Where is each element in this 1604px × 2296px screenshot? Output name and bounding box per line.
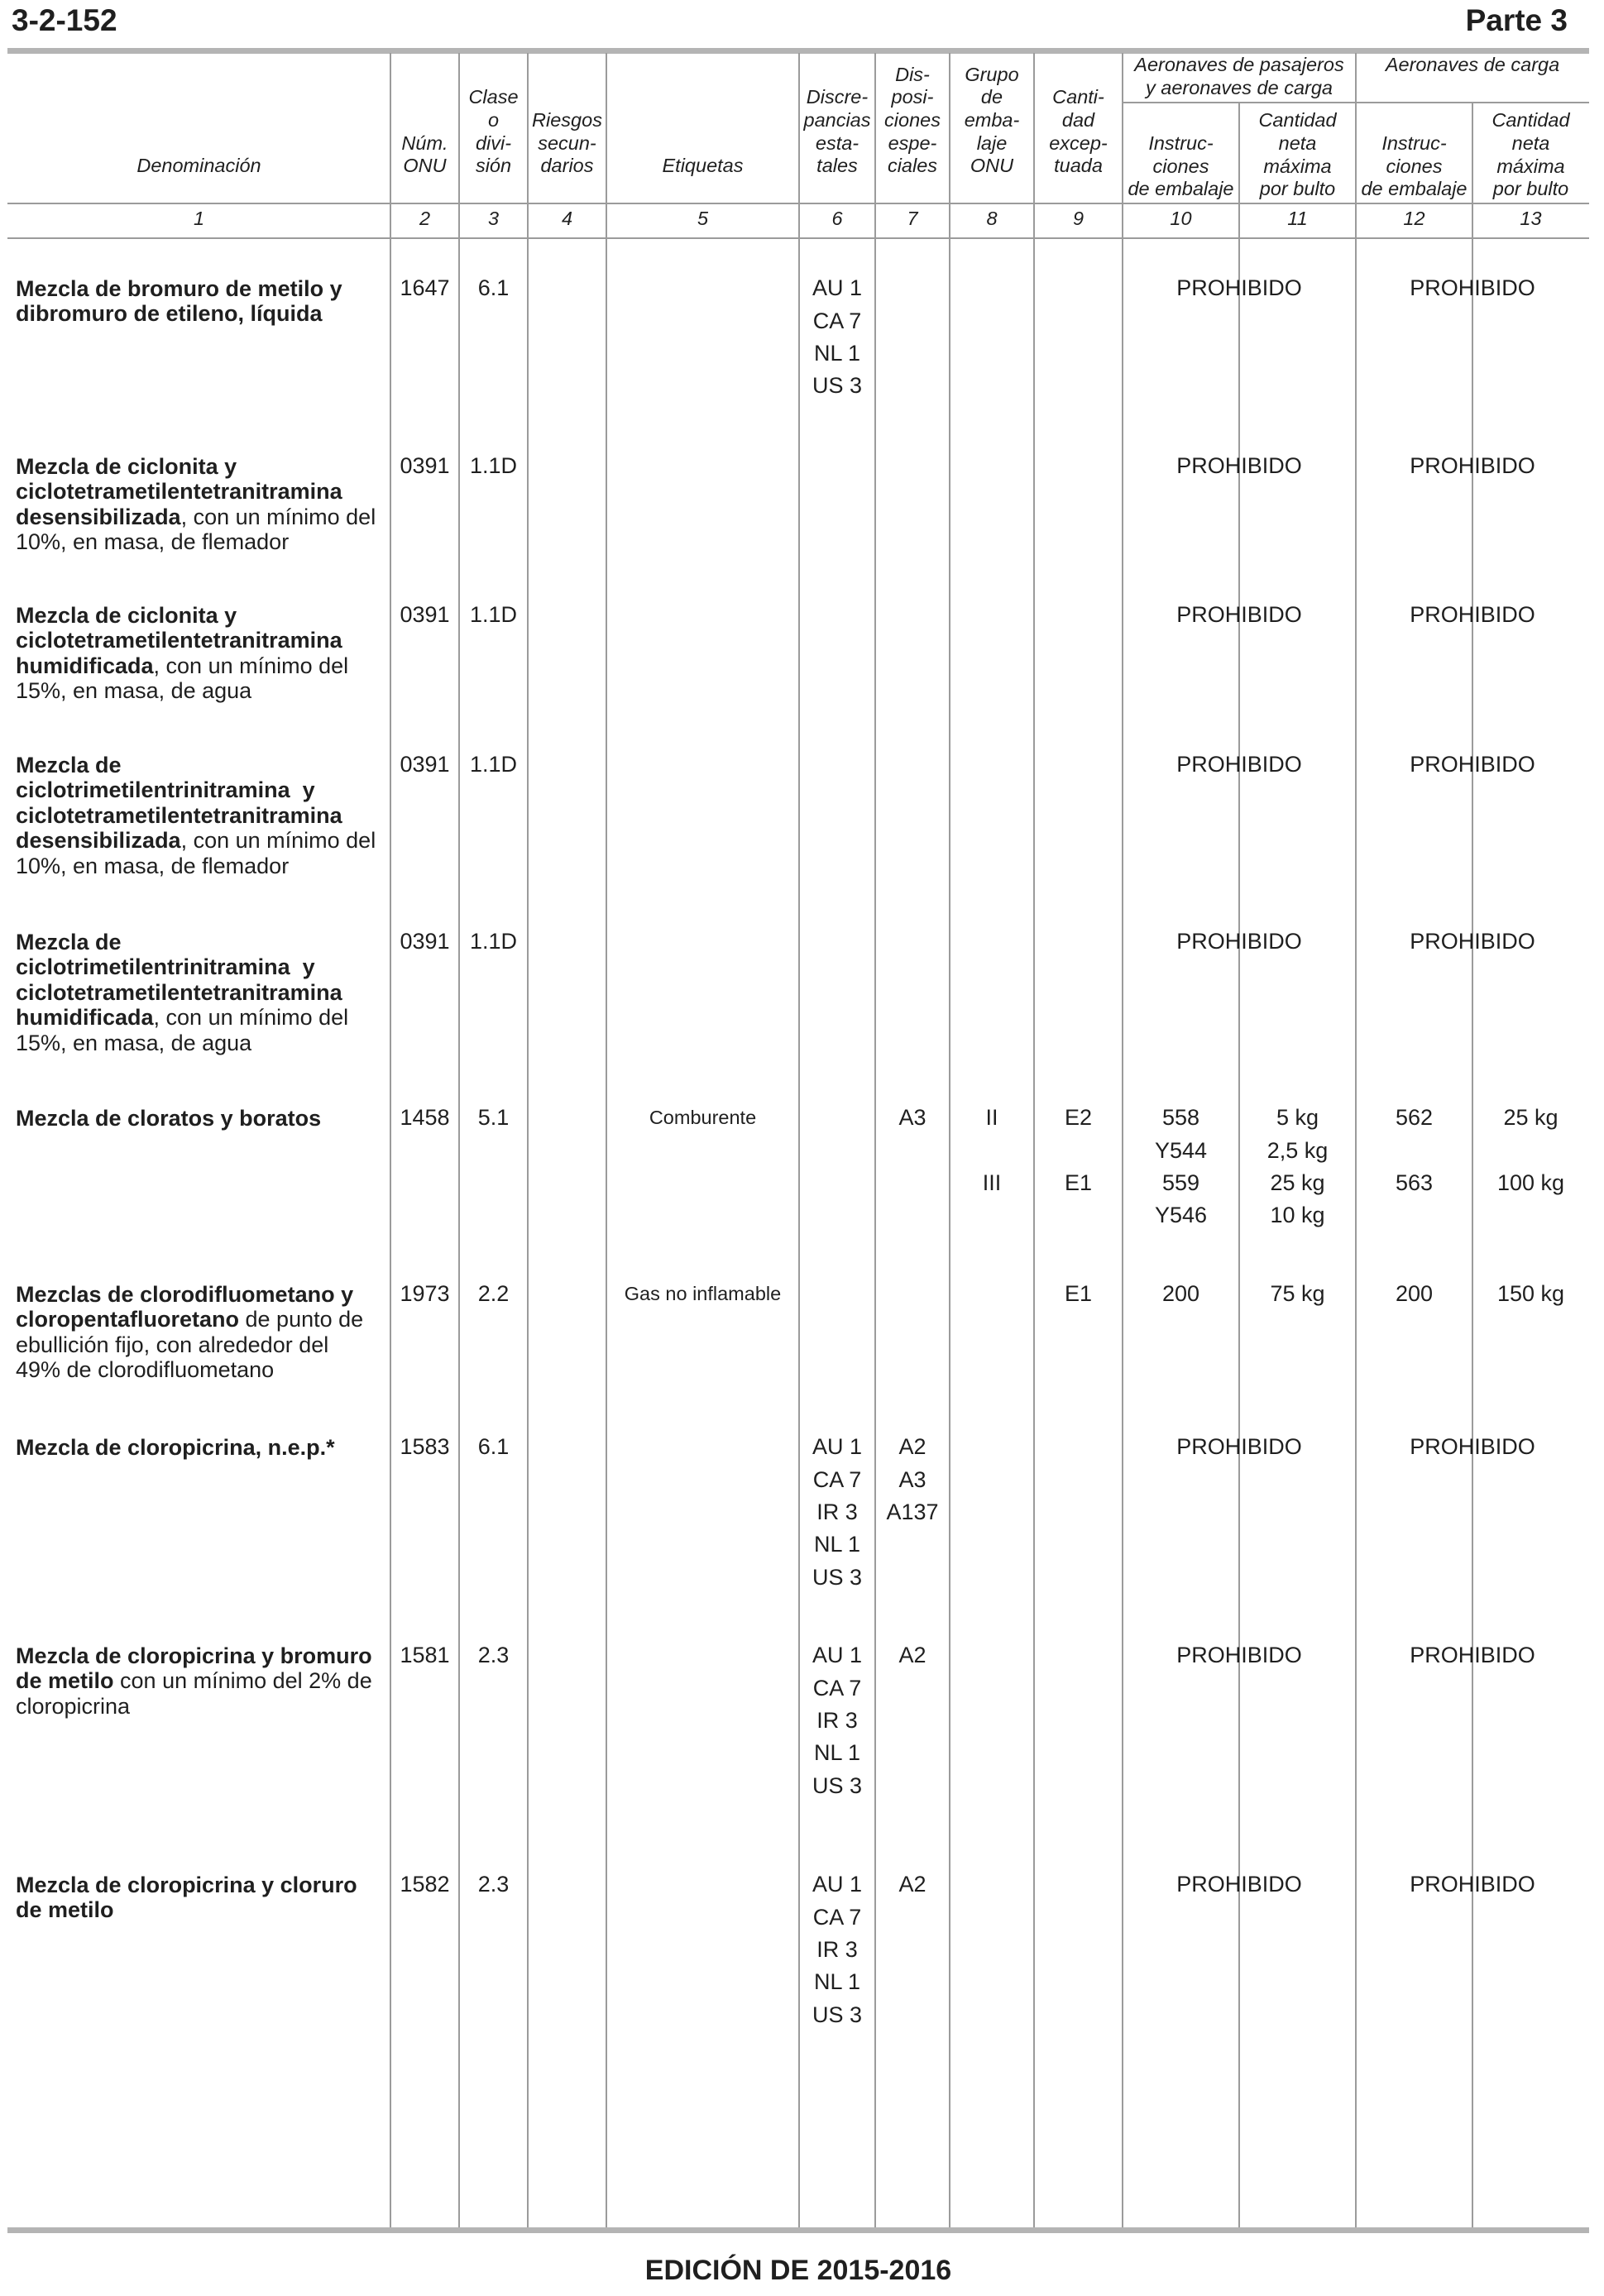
substance-name-line xyxy=(16,479,386,505)
cell-line: A2 xyxy=(898,1434,926,1460)
column-header-line: de embalaje xyxy=(1361,178,1468,200)
cell-line: A3 xyxy=(898,1466,926,1492)
special-provisions-cell xyxy=(875,1639,950,1672)
cell-line: Gas no inflamable xyxy=(624,1283,782,1305)
cargo-max-net-quantity-cell xyxy=(1472,1278,1589,1310)
cell-line: Comburente xyxy=(649,1107,757,1129)
state-variations-cell xyxy=(799,272,875,402)
substance-name-line xyxy=(16,980,386,1006)
cell-line: 1.1D xyxy=(469,752,518,777)
substance-name-line xyxy=(16,954,386,980)
passenger-aircraft-prohibited xyxy=(1123,272,1356,304)
column-header-line: máxima xyxy=(1263,155,1332,177)
cell-line: 100 kg xyxy=(1496,1170,1565,1195)
substance-name-line xyxy=(16,1897,386,1923)
cell-line: PROHIBIDO xyxy=(1410,929,1535,954)
substance-name-detail: 49% de clorodifluometano xyxy=(16,1357,275,1383)
un-number-cell xyxy=(390,1278,459,1310)
cell-line: E2 xyxy=(1064,1105,1093,1131)
excepted-quantity-cell xyxy=(1034,1278,1123,1310)
column-header-line: de embalaje xyxy=(1128,178,1234,200)
cell-line: 10 kg xyxy=(1270,1203,1325,1228)
substance-name-cell xyxy=(16,753,386,879)
substance-name-line xyxy=(16,505,386,530)
substance-name-cell xyxy=(16,1873,386,1923)
substance-name-line xyxy=(16,1332,386,1358)
cell-line: 5 kg xyxy=(1276,1105,1319,1131)
substance-name-detail: , con un mínimo del xyxy=(153,653,349,678)
cell-line: US 3 xyxy=(812,2002,863,2027)
column-header-line: sión xyxy=(475,155,512,177)
column-header-line: Instruc- xyxy=(1148,132,1214,154)
substance-name-bold: Mezcla de xyxy=(16,752,122,777)
substance-name-bold: Mezclas de clorodifluometano y xyxy=(16,1281,354,1307)
class-division-cell xyxy=(459,1639,528,1672)
cell-line: 2.3 xyxy=(477,1643,510,1668)
column-header-line: Canti- xyxy=(1052,86,1104,108)
substance-name-line xyxy=(16,1873,386,1898)
column-header-line: posi- xyxy=(891,86,934,108)
cell-line: PROHIBIDO xyxy=(1410,602,1535,628)
class-division-cell xyxy=(459,1278,528,1310)
cell-line: 562 xyxy=(1395,1105,1434,1131)
special-provisions-cell xyxy=(875,1102,950,1134)
un-number-cell xyxy=(390,1639,459,1672)
column-number: 10 xyxy=(1170,208,1192,229)
state-variations-cell xyxy=(799,1431,875,1593)
column-number: 13 xyxy=(1520,208,1542,229)
substance-name-detail: , con un mínimo del xyxy=(180,828,376,854)
cell-line: 0391 xyxy=(400,453,450,479)
column-header-line: por bulto xyxy=(1492,178,1569,200)
cell-line: 559 xyxy=(1161,1170,1200,1195)
column-number: 2 xyxy=(419,208,431,229)
substance-name-line xyxy=(16,1307,386,1332)
column-header-line: ciales xyxy=(887,155,938,177)
substance-name-detail: , con un mínimo del xyxy=(180,504,376,529)
substance-name-bold: de metilo xyxy=(16,1668,114,1694)
edition-footer: EDICIÓN DE 2015-2016 xyxy=(644,2255,952,2286)
column-header-line: por bulto xyxy=(1259,178,1336,200)
column-header-line: tuada xyxy=(1054,155,1103,177)
substance-name-line xyxy=(16,854,386,879)
cell-line: Y546 xyxy=(1154,1203,1208,1228)
substance-name-bold: ciclotetrametilentetranitramina xyxy=(16,479,342,505)
column-header-line: neta xyxy=(1511,132,1550,154)
column-header-line: ONU xyxy=(403,155,447,177)
column-number: 7 xyxy=(907,208,918,229)
substance-name-bold: ciclotetrametilentetranitramina xyxy=(16,628,342,653)
substance-name-line xyxy=(16,1357,386,1383)
substance-name-bold: cloropentafluoretano xyxy=(16,1307,240,1332)
cell-line: 1647 xyxy=(400,275,450,301)
column-header-line: laje xyxy=(976,132,1008,154)
un-number-cell xyxy=(390,926,459,958)
cargo-aircraft-prohibited xyxy=(1356,599,1589,631)
cargo-aircraft-prohibited xyxy=(1356,749,1589,781)
column-header-line: Instruc- xyxy=(1381,132,1447,154)
column-header-line: ciones xyxy=(884,108,941,131)
cell-line: 1583 xyxy=(400,1434,450,1460)
cell-line: A3 xyxy=(898,1105,926,1131)
passenger-max-net-quantity-cell xyxy=(1239,1102,1356,1232)
substance-name-bold: ciclotrimetilentrinitramina y xyxy=(16,777,315,803)
cell-line: AU 1 xyxy=(812,1643,863,1668)
substance-name-bold: ciclotetrametilentetranitramina xyxy=(16,802,342,828)
cell-line: 200 xyxy=(1395,1281,1434,1307)
cell-line xyxy=(1472,1135,1589,1167)
column-number: 12 xyxy=(1403,208,1425,229)
cargo-max-net-quantity-cell xyxy=(1472,1102,1589,1199)
un-number-cell xyxy=(390,1431,459,1463)
cell-line: 1581 xyxy=(400,1643,450,1668)
cell-line: 2.2 xyxy=(477,1281,510,1307)
cell-line: 1582 xyxy=(400,1872,450,1897)
substance-name-cell xyxy=(16,930,386,1056)
substance-name-detail: 10%, en masa, de flemador xyxy=(16,529,290,555)
substance-name-line xyxy=(16,1282,386,1308)
column-header-line: Etiquetas xyxy=(662,155,744,177)
un-number-cell xyxy=(390,749,459,781)
cargo-packing-instruction-cell xyxy=(1356,1102,1472,1199)
substance-name-cell xyxy=(16,454,386,555)
cell-line: 6.1 xyxy=(477,275,510,301)
cargo-packing-instruction-cell xyxy=(1356,1278,1472,1310)
state-variations-cell xyxy=(799,1868,875,2031)
substance-name-line xyxy=(16,1694,386,1720)
cell-line: PROHIBIDO xyxy=(1176,1872,1302,1897)
column-header-line: excep- xyxy=(1049,132,1108,154)
cell-line: US 3 xyxy=(812,1772,863,1798)
cell-line: NL 1 xyxy=(813,1740,861,1766)
substance-name-line xyxy=(16,1106,386,1131)
substance-name-bold: Mezcla de cloratos y boratos xyxy=(16,1105,322,1131)
cell-line: III xyxy=(982,1170,1002,1195)
cell-line: 563 xyxy=(1395,1170,1434,1195)
substance-name-detail: ebullición fijo, con alrededor del xyxy=(16,1332,329,1357)
cell-line: IR 3 xyxy=(816,1707,858,1733)
cell-line: PROHIBIDO xyxy=(1176,752,1302,777)
special-provisions-cell xyxy=(875,1431,950,1528)
substance-name-bold: Mezcla de bromuro de metilo y xyxy=(16,275,342,301)
substance-name-detail: 10%, en masa, de flemador xyxy=(16,854,290,879)
column-header-line: tales xyxy=(816,155,858,177)
substance-name-line xyxy=(16,301,386,327)
labels-cell xyxy=(606,1278,799,1310)
substance-name-line xyxy=(16,803,386,829)
cell-line: PROHIBIDO xyxy=(1176,929,1302,954)
substance-name-bold: Mezcla de cloropicrina, n.e.p.* xyxy=(16,1434,335,1460)
column-header-line: darios xyxy=(540,155,594,177)
cell-line xyxy=(1034,1135,1123,1167)
cell-line: 558 xyxy=(1161,1105,1200,1131)
cell-line: AU 1 xyxy=(812,1872,863,1897)
passenger-aircraft-prohibited xyxy=(1123,926,1356,958)
cell-line: E1 xyxy=(1064,1281,1093,1307)
part-title: Parte 3 xyxy=(1465,3,1568,37)
cell-line: 1.1D xyxy=(469,929,518,954)
column-header-line: máxima xyxy=(1496,155,1565,177)
substance-name-detail: cloropicrina xyxy=(16,1693,131,1719)
substance-name-line xyxy=(16,529,386,555)
column-header-line: Clase xyxy=(468,86,519,108)
passenger-packing-instruction-cell xyxy=(1123,1102,1239,1232)
substance-name-detail: , con un mínimo del xyxy=(153,1005,349,1031)
cell-line: 5.1 xyxy=(477,1105,510,1131)
cell-line: PROHIBIDO xyxy=(1410,1872,1535,1897)
cell-line: II xyxy=(985,1105,998,1131)
cell-line: NL 1 xyxy=(813,1532,861,1557)
substance-name-line xyxy=(16,828,386,854)
cell-line: CA 7 xyxy=(812,1904,862,1930)
labels-cell xyxy=(606,1102,799,1134)
column-header-line: Riesgos xyxy=(532,108,602,131)
page-number: 3-2-152 xyxy=(12,3,117,37)
substance-name-cell xyxy=(16,1643,386,1720)
un-number-cell xyxy=(390,1102,459,1134)
cell-line: 1.1D xyxy=(469,602,518,628)
excepted-quantity-cell xyxy=(1034,1102,1123,1199)
column-header-line: secun- xyxy=(538,132,596,154)
un-number-cell xyxy=(390,450,459,482)
cell-line: E1 xyxy=(1064,1170,1093,1195)
passenger-aircraft-prohibited xyxy=(1123,1639,1356,1672)
column-header-line: ciones xyxy=(1386,155,1443,177)
class-division-cell xyxy=(459,1431,528,1463)
substance-name-bold: de metilo xyxy=(16,1897,114,1923)
substance-name-detail: 15%, en masa, de agua xyxy=(16,1031,252,1056)
substance-name-bold: desensibilizada xyxy=(16,504,181,529)
cell-line: NL 1 xyxy=(813,1969,861,1995)
column-number: 11 xyxy=(1287,208,1308,229)
passenger-aircraft-prohibited xyxy=(1123,1431,1356,1463)
substance-name-detail: 15%, en masa, de agua xyxy=(16,678,252,704)
column-header-line: o xyxy=(487,108,500,131)
substance-name-bold: ciclotrimetilentrinitramina y xyxy=(16,954,315,980)
cell-line: 0391 xyxy=(400,602,450,628)
cell-line: US 3 xyxy=(812,373,863,399)
column-number: 1 xyxy=(193,208,205,229)
column-number: 6 xyxy=(831,208,843,229)
column-header-line: Dis- xyxy=(895,63,930,85)
substance-name-line xyxy=(16,777,386,803)
state-variations-cell xyxy=(799,1639,875,1801)
cell-line: PROHIBIDO xyxy=(1176,275,1302,301)
substance-name-line xyxy=(16,678,386,704)
column-header-line: Discre- xyxy=(806,86,869,108)
substance-name-line xyxy=(16,276,386,302)
substance-name-cell xyxy=(16,1282,386,1383)
cell-line: CA 7 xyxy=(812,308,862,333)
column-group-header-line: y aeronaves de carga xyxy=(1145,76,1333,98)
cargo-aircraft-prohibited xyxy=(1356,1431,1589,1463)
substance-name-line xyxy=(16,1005,386,1031)
column-number: 9 xyxy=(1072,208,1084,229)
cell-line: 0391 xyxy=(400,929,450,954)
substance-name-detail: de punto de xyxy=(239,1307,364,1332)
cargo-aircraft-prohibited xyxy=(1356,1639,1589,1672)
substance-name-bold: ciclotetrametilentetranitramina xyxy=(16,979,342,1005)
packing-group-cell xyxy=(950,1102,1034,1199)
cell-line: IR 3 xyxy=(816,1499,858,1524)
class-division-cell xyxy=(459,450,528,482)
substance-name-cell xyxy=(16,603,386,704)
cell-line: A137 xyxy=(886,1499,939,1524)
passenger-aircraft-prohibited xyxy=(1123,599,1356,631)
cell-line: PROHIBIDO xyxy=(1410,453,1535,479)
cargo-aircraft-prohibited xyxy=(1356,272,1589,304)
class-division-cell xyxy=(459,926,528,958)
cell-line: 25 kg xyxy=(1503,1105,1559,1131)
substance-name-line xyxy=(16,454,386,480)
substance-name-bold: desensibilizada xyxy=(16,828,181,854)
column-header-line: Cantidad xyxy=(1258,109,1337,132)
passenger-aircraft-prohibited xyxy=(1123,1868,1356,1901)
cargo-aircraft-prohibited xyxy=(1356,450,1589,482)
column-header-line: pancias xyxy=(803,108,871,131)
substance-name-bold: Mezcla de cloropicrina y bromuro xyxy=(16,1643,372,1668)
cell-line: 1.1D xyxy=(469,453,518,479)
column-group-header-line: Aeronaves de carga xyxy=(1385,54,1560,75)
cell-line: 75 kg xyxy=(1270,1281,1325,1307)
cargo-aircraft-prohibited xyxy=(1356,1868,1589,1901)
substance-name-bold: dibromuro de etileno, líquida xyxy=(16,301,323,327)
un-number-cell xyxy=(390,1868,459,1901)
column-header-line: espe- xyxy=(888,132,937,154)
column-header-line: Denominación xyxy=(136,155,261,177)
column-header-line: ciones xyxy=(1152,155,1209,177)
substance-name-bold: Mezcla de ciclonita y xyxy=(16,602,237,628)
cell-line: 25 kg xyxy=(1270,1170,1325,1195)
cell-line: PROHIBIDO xyxy=(1176,1643,1302,1668)
cell-line: PROHIBIDO xyxy=(1410,275,1535,301)
column-header-line: esta- xyxy=(815,132,859,154)
column-header-line: neta xyxy=(1278,132,1317,154)
substance-name-line xyxy=(16,628,386,653)
substance-name-bold: Mezcla de xyxy=(16,929,122,954)
cell-line: PROHIBIDO xyxy=(1176,602,1302,628)
substance-name-line xyxy=(16,1435,386,1461)
cargo-aircraft-prohibited xyxy=(1356,926,1589,958)
cell-line: Y544 xyxy=(1154,1137,1208,1163)
column-header-line: Núm. xyxy=(401,132,448,154)
cell-line: 1973 xyxy=(400,1281,450,1307)
class-division-cell xyxy=(459,749,528,781)
substance-name-bold: humidificada xyxy=(16,1005,154,1031)
cell-line: NL 1 xyxy=(813,340,861,366)
column-number: 4 xyxy=(561,208,573,229)
class-division-cell xyxy=(459,1868,528,1901)
cell-line: 6.1 xyxy=(477,1434,510,1460)
substance-name-line xyxy=(16,930,386,955)
class-division-cell xyxy=(459,1102,528,1134)
cell-line: PROHIBIDO xyxy=(1410,1643,1535,1668)
cell-line: IR 3 xyxy=(816,1936,858,1962)
cell-line: A2 xyxy=(898,1643,926,1668)
substance-name-line xyxy=(16,603,386,629)
substance-name-detail: con un mínimo del 2% de xyxy=(113,1668,372,1694)
substance-name-cell xyxy=(16,276,386,327)
substance-name-cell xyxy=(16,1106,386,1131)
substance-name-line xyxy=(16,1643,386,1669)
cell-line: CA 7 xyxy=(812,1675,862,1700)
substance-name-bold: humidificada xyxy=(16,653,154,678)
cell-line: PROHIBIDO xyxy=(1176,453,1302,479)
cell-line: 1458 xyxy=(400,1105,450,1131)
passenger-packing-instruction-cell xyxy=(1123,1278,1239,1310)
cell-line: 0391 xyxy=(400,752,450,777)
cell-line: PROHIBIDO xyxy=(1410,1434,1535,1460)
passenger-max-net-quantity-cell xyxy=(1239,1278,1356,1310)
column-header-line: emba- xyxy=(964,108,1020,131)
cell-line: 2,5 kg xyxy=(1266,1137,1329,1163)
cell-line: AU 1 xyxy=(812,1434,863,1460)
special-provisions-cell xyxy=(875,1868,950,1901)
substance-name-line xyxy=(16,653,386,679)
cell-line: US 3 xyxy=(812,1564,863,1590)
passenger-aircraft-prohibited xyxy=(1123,749,1356,781)
substance-name-cell xyxy=(16,1435,386,1461)
column-header-line: de xyxy=(980,86,1003,108)
cell-line: PROHIBIDO xyxy=(1176,1434,1302,1460)
cell-line xyxy=(950,1135,1034,1167)
cell-line: CA 7 xyxy=(812,1466,862,1492)
class-division-cell xyxy=(459,272,528,304)
column-group-header-line: Aeronaves de pasajeros xyxy=(1134,54,1344,75)
column-header-line: divi- xyxy=(475,132,512,154)
cell-line: 200 xyxy=(1161,1281,1200,1307)
column-header-line: Grupo xyxy=(965,63,1019,85)
un-number-cell xyxy=(390,599,459,631)
cell-line: AU 1 xyxy=(812,275,863,301)
column-number: 5 xyxy=(697,208,709,229)
cell-line: PROHIBIDO xyxy=(1410,752,1535,777)
substance-name-line xyxy=(16,1668,386,1694)
column-header-line: Cantidad xyxy=(1491,109,1570,132)
cell-line xyxy=(1356,1135,1472,1167)
column-number: 8 xyxy=(986,208,998,229)
passenger-aircraft-prohibited xyxy=(1123,450,1356,482)
column-number: 3 xyxy=(487,208,500,229)
substance-name-line xyxy=(16,1031,386,1056)
column-header-line: ONU xyxy=(970,155,1014,177)
class-division-cell xyxy=(459,599,528,631)
cell-line: A2 xyxy=(898,1872,926,1897)
substance-name-bold: Mezcla de ciclonita y xyxy=(16,453,237,479)
un-number-cell xyxy=(390,272,459,304)
cell-line: 2.3 xyxy=(477,1872,510,1897)
cell-line: 150 kg xyxy=(1496,1281,1565,1307)
column-header-line: dad xyxy=(1061,108,1095,131)
substance-name-line xyxy=(16,753,386,778)
substance-name-bold: Mezcla de cloropicrina y cloruro xyxy=(16,1872,357,1897)
